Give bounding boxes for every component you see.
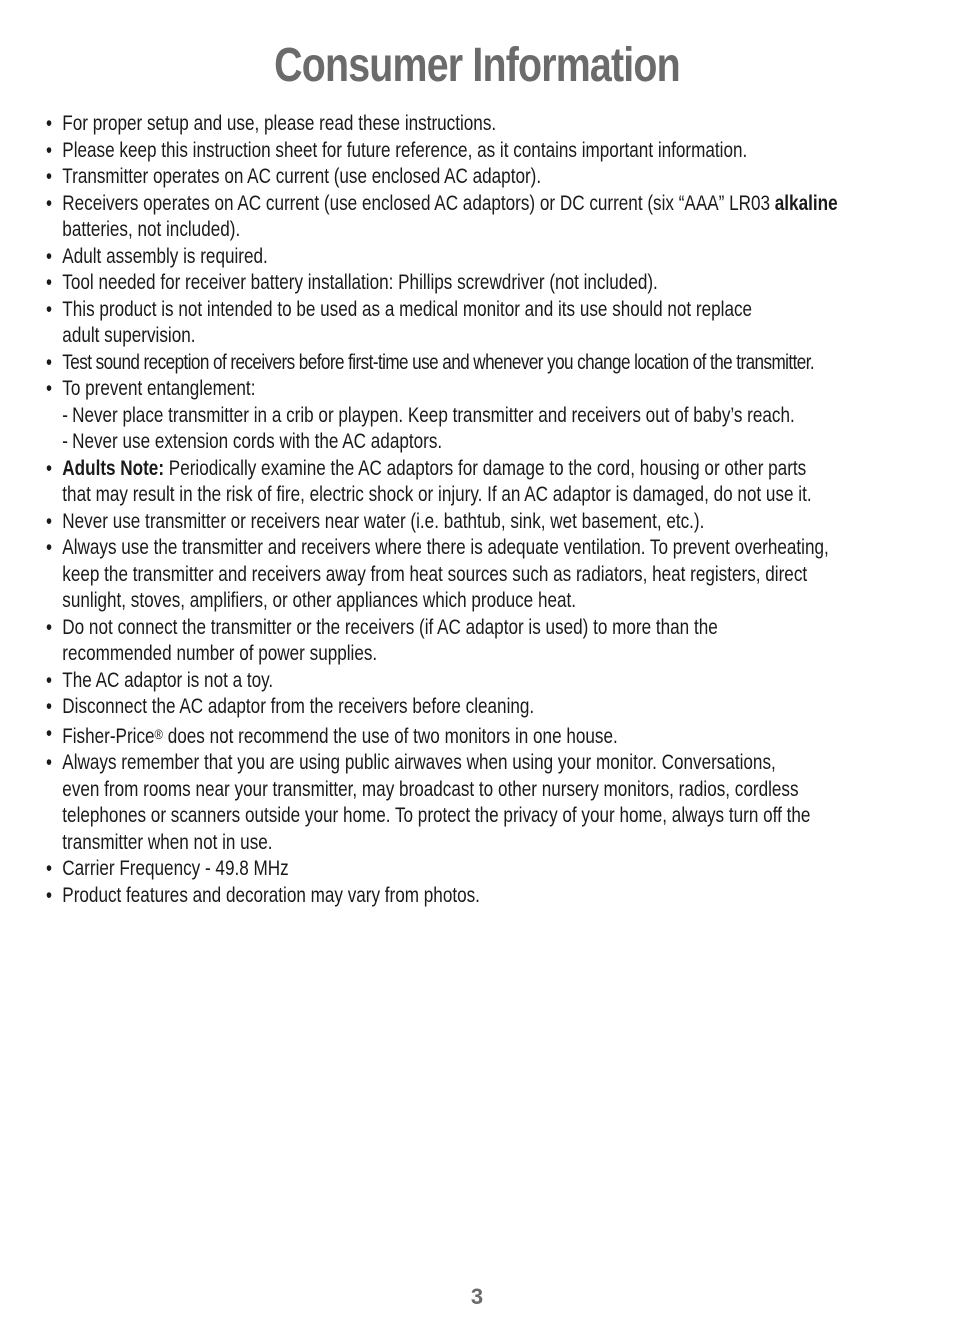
list-item [46,164,910,191]
list-item-text: The AC adaptor is not a toy. [62,668,274,692]
list-item-text: To prevent entanglement: [62,377,256,400]
dash-icon: - [62,430,69,453]
list-item-text: Transmitter operates on AC current (use enclosed AC adaptor). [62,165,542,188]
adults-note-label: Adults Note: [62,456,165,480]
list-item-text-continued: transmitter when not in use. [62,830,273,854]
list-item-text-continued: recommended number of power supplies. [62,642,378,665]
bullet-icon: • [46,138,52,162]
sub-list-item-text: Never place transmitter in a crib or playpen. Keep transmitter and receivers out of baby’s reach. [72,403,795,427]
sub-list-item-text: Never use extension cords with the AC adaptors. [72,430,443,453]
list-item-text: Test sound reception of receivers before first-time use and whenever you change location of the transmitter. [62,350,815,374]
list-item-text: Disconnect the AC adaptor from the receivers before cleaning. [62,695,535,718]
bullet-icon: • [46,191,52,215]
bullet-icon: • [46,509,52,533]
list-item-text: Never use transmitter or receivers near water (i.e. bathtub, sink, wet basement, etc.). [62,509,705,533]
bullet-icon: • [46,297,52,321]
list-item-text: Always use the transmitter and receivers where there is adequate ventilation. To prevent overheating, [62,536,829,559]
bullet-icon: • [46,456,52,480]
page-title: Consumer Information [274,39,680,92]
list-item-text: Do not connect the transmitter or the receivers (if AC adaptor is used) to more than the [62,615,718,639]
list-item-text: Product features and decoration may vary from photos. [62,883,480,907]
emphasis-text: alkaline [774,191,838,215]
bullet-icon: • [46,883,52,907]
list-item-text-continued: telephones or scanners outside your home. To protect the privacy of your home, always turn off the [62,804,811,827]
list-item-text: Receivers operates on AC current (use enclosed AC adaptors) or DC current (six “AAA” LR03 [62,191,775,215]
bullet-icon: • [46,350,52,374]
bullet-icon: • [46,615,52,639]
list-item-text: Always remember that you are using public airwaves when using your monitor. Conversations, [62,751,776,774]
list-item-text-continued: adult supervision. [62,324,196,347]
list-item [46,883,910,910]
list-item-text-continued: even from rooms near your transmitter, may broadcast to other nursery monitors, radios, cordless [62,777,799,801]
list-item-text-continued: that may result in the risk of fire, electric shock or injury. If an AC adaptor is damaged, do not use it. [62,483,812,506]
bullet-icon: • [46,751,52,774]
bullet-icon: • [46,721,52,745]
list-item-text: For proper setup and use, please read these instructions. [62,112,497,135]
list-item-text: Tool needed for receiver battery installation: Phillips screwdriver (not included). [62,271,658,294]
list-item-text-continued: keep the transmitter and receivers away from heat sources such as radiators, heat registers, direct [62,562,808,586]
registered-mark-icon: ® [154,725,163,742]
sub-list-item [62,429,910,456]
list-item [46,694,910,721]
bullet-icon: • [46,857,52,880]
list-item [46,535,910,615]
bullet-icon: • [46,536,52,559]
list-item-text-continued: sunlight, stoves, amplifiers, or other appliances which produce heat. [62,589,577,612]
list-item-text-continued: batteries, not included). [62,218,241,241]
bullet-icon: • [46,377,52,400]
list-item-text: This product is not intended to be used as a medical monitor and its use should not replace [62,297,753,321]
bullet-icon: • [46,668,52,692]
page-number: 3 [470,1284,484,1309]
list-item [46,138,910,165]
list-item [46,509,910,536]
list-item [46,376,910,456]
list-item [46,750,910,856]
list-item [46,111,910,138]
bullet-icon: • [46,244,52,268]
brand-name: Fisher-Price [62,724,155,748]
list-item-text: does not recommend the use of two monitors in one house. [162,724,618,748]
list-item [46,856,910,883]
list-item [46,244,910,271]
sub-list-item [62,403,910,430]
list-item [46,350,910,377]
list-item [46,615,910,668]
list-item [46,668,910,695]
list-item-text: Please keep this instruction sheet for future reference, as it contains important information. [62,138,748,162]
list-item [46,721,910,751]
dash-icon: - [62,403,69,427]
bullet-icon: • [46,271,52,294]
list-item [46,297,910,350]
list-item [46,270,910,297]
bullet-icon: • [46,112,52,135]
consumer-info-list [46,111,910,909]
sub-list [62,403,910,456]
list-item-text: Periodically examine the AC adaptors for damage to the cord, housing or other parts [164,456,807,480]
list-item [46,456,910,509]
bullet-icon: • [46,695,52,718]
list-item-text: Adult assembly is required. [62,244,268,268]
list-item [46,191,910,244]
bullet-icon: • [46,165,52,188]
list-item-text: Carrier Frequency - 49.8 MHz [62,857,289,880]
